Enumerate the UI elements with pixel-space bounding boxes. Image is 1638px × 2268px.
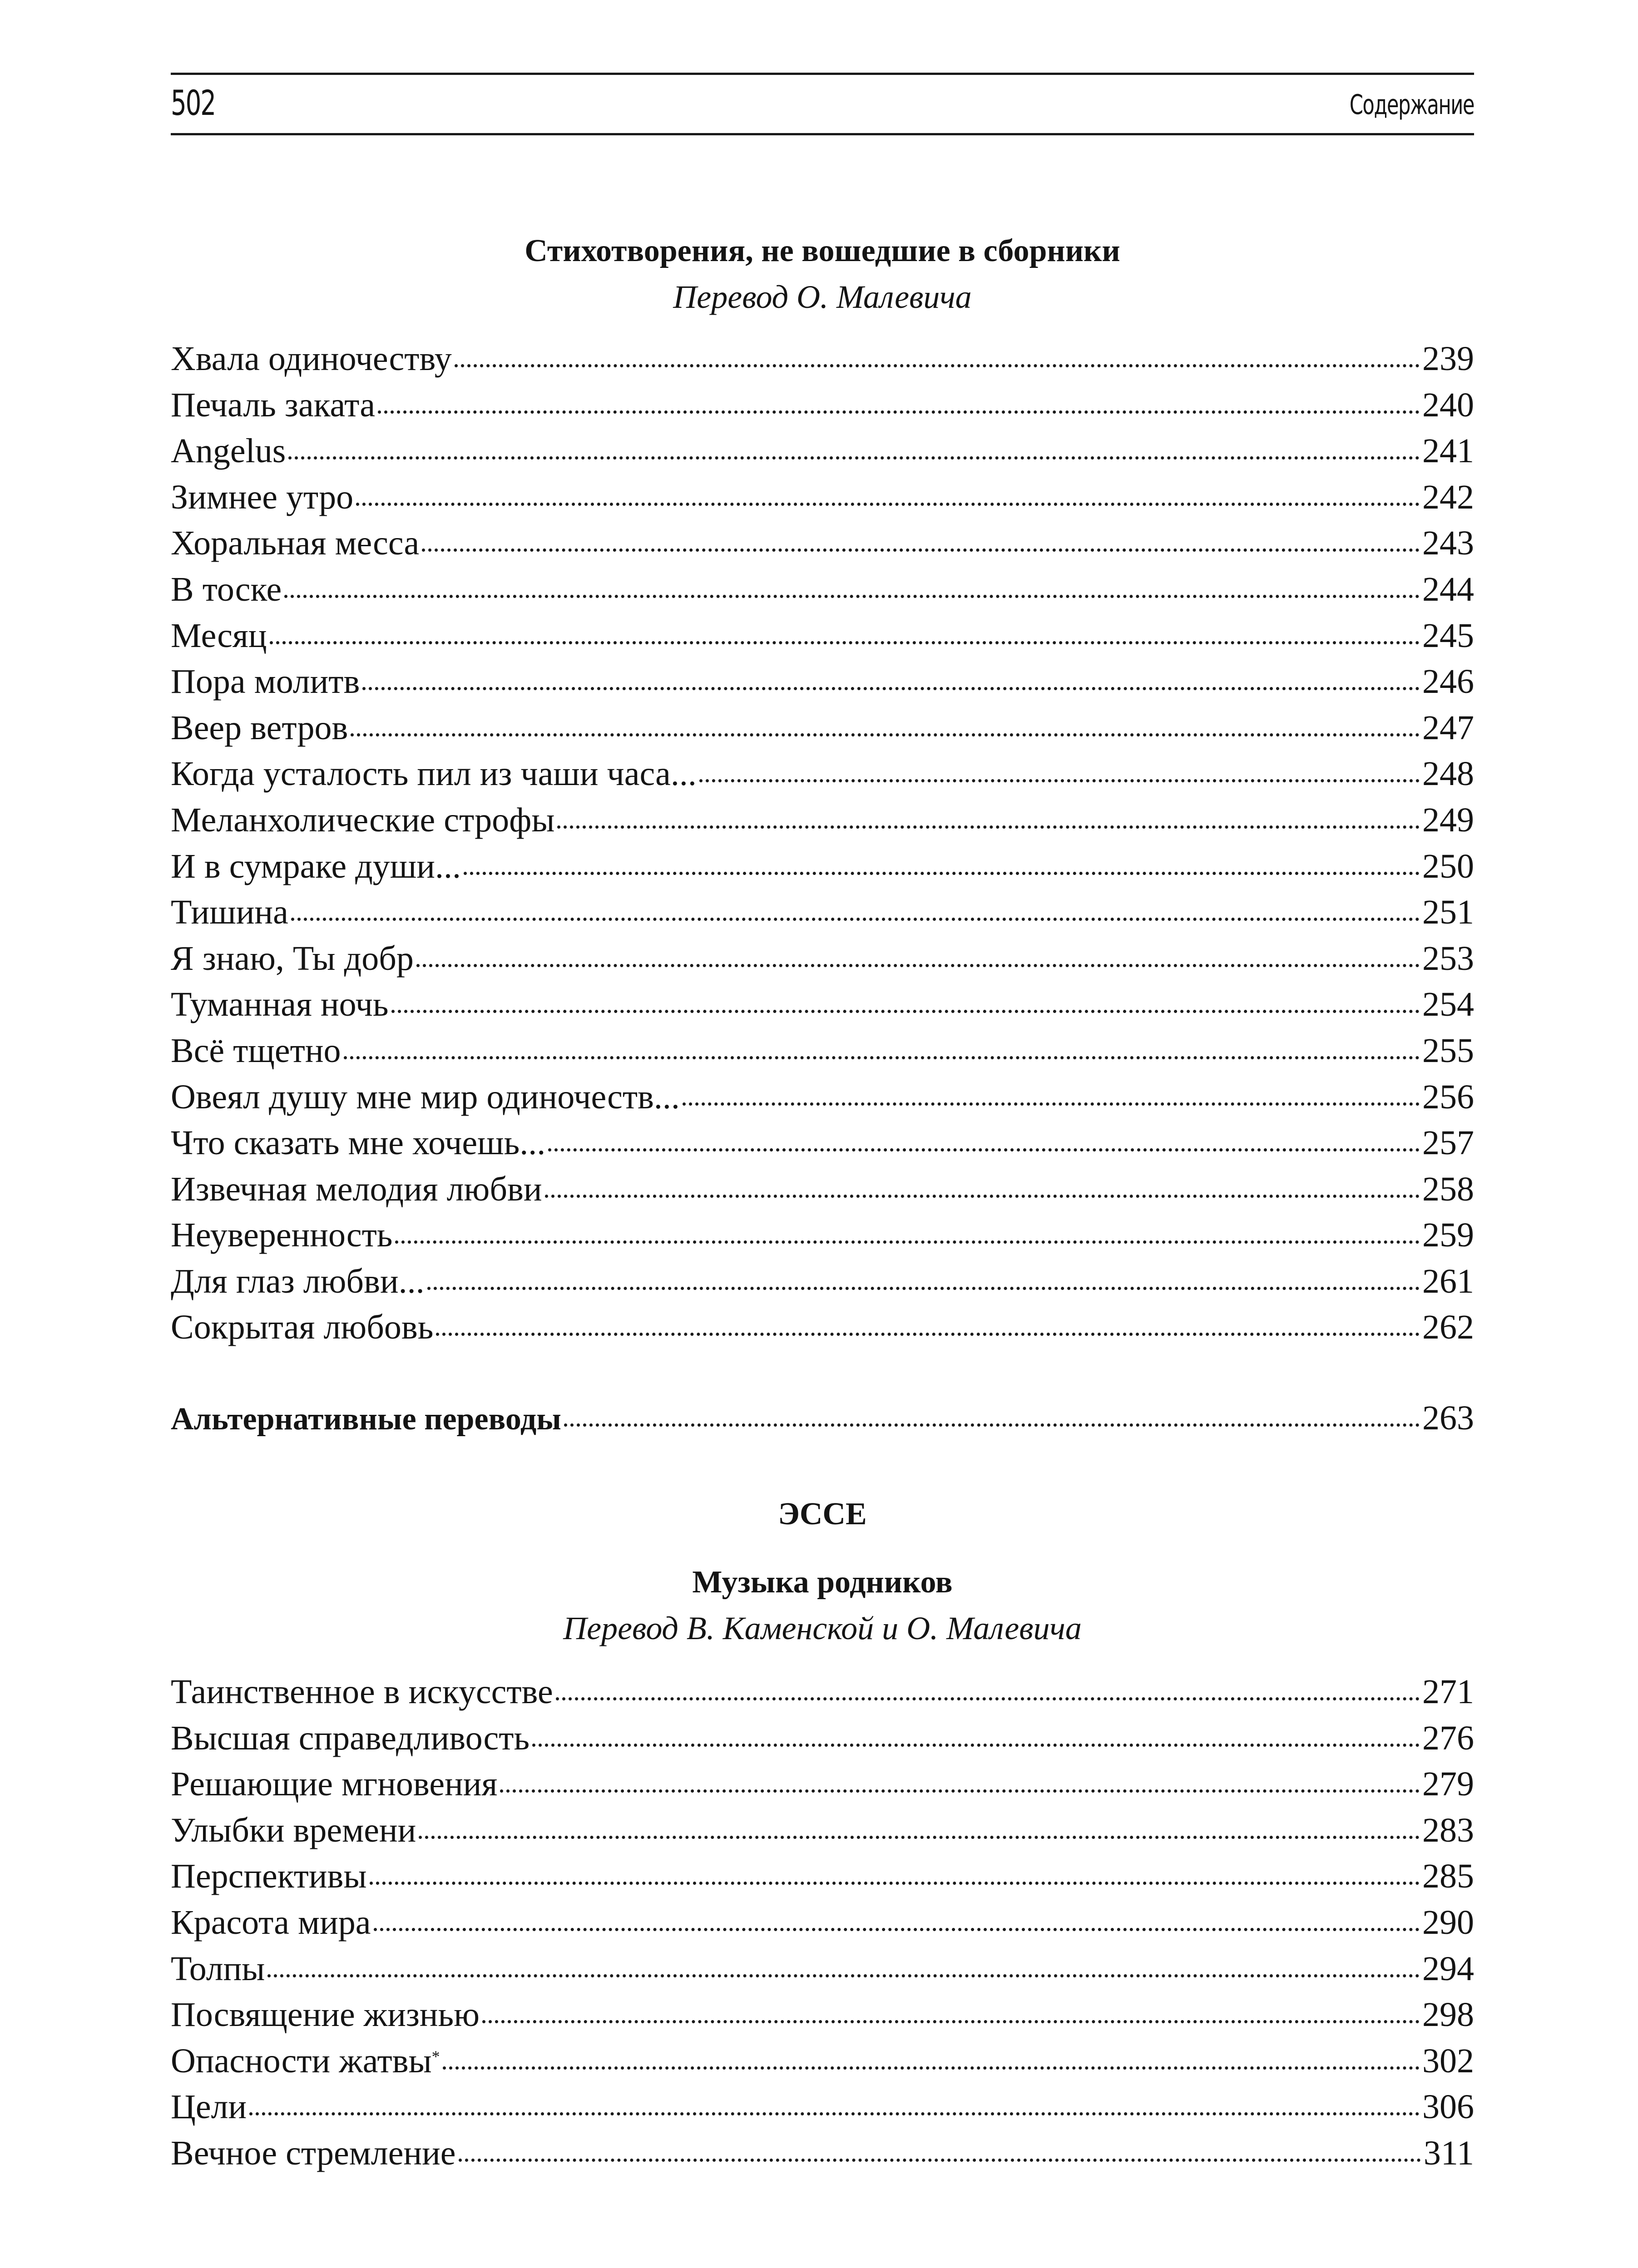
section-title-poems: Стихотворения, не вошедшие в сборники — [525, 233, 1120, 268]
toc-entry[interactable] — [171, 1310, 1474, 1356]
toc-entry-title-text: Веер ветров — [171, 708, 348, 747]
toc-leader-dots — [391, 1010, 1420, 1013]
running-header — [171, 73, 1474, 135]
toc-entry-title-text: Таинственное в искусстве — [171, 1673, 553, 1711]
toc-entry-page: 255 — [1422, 1031, 1474, 1070]
part-title-essays: ЭССЕ — [778, 1497, 867, 1532]
toc-entry-page: 294 — [1422, 1949, 1474, 1988]
toc-leader-dots — [556, 1697, 1420, 1700]
toc-entry-title — [171, 1264, 425, 1299]
toc-entry-title — [171, 1675, 553, 1709]
toc-entry[interactable] — [171, 1767, 1474, 1813]
toc-entry-page: 244 — [1422, 570, 1474, 608]
toc-leader-dots — [443, 2066, 1420, 2070]
toc-entry-title — [171, 434, 286, 468]
toc-entry-title — [171, 1765, 498, 1804]
toc-entry-title-text: Для глаз любви... — [171, 1262, 425, 1300]
toc-entry-title-text: Посвящение жизнью — [171, 1996, 480, 2034]
toc-entry[interactable] — [171, 2136, 1474, 2182]
toc-entry-page: 306 — [1422, 2088, 1474, 2126]
toc-entry[interactable] — [171, 895, 1474, 941]
toc-entry-title — [171, 987, 389, 1022]
toc-leader-dots — [378, 410, 1420, 414]
toc-entry[interactable] — [171, 434, 1474, 480]
toc-entry-title — [171, 2041, 440, 2080]
toc-entry-alternatives[interactable] — [171, 1401, 1474, 1447]
toc-entry-title — [171, 1997, 480, 2032]
section-title-essays: Музыка родников — [692, 1565, 953, 1600]
toc-entry-title-text: Улыбки времени — [171, 1811, 416, 1849]
toc-entry-title-text: Тишина — [171, 893, 288, 932]
toc-leader-dots — [249, 2112, 1420, 2115]
toc-entry-title — [171, 480, 353, 514]
toc-entry-page: 249 — [1422, 800, 1474, 839]
toc-entry-title — [171, 1721, 530, 1755]
toc-leader-dots — [267, 1974, 1420, 1977]
toc-entry-title-text: Хоральная месса — [171, 524, 420, 563]
toc-entry[interactable] — [171, 341, 1474, 388]
toc-entry-title-text: Овеял душу мне мир одиночеств... — [171, 1077, 680, 1116]
toc-entry[interactable] — [171, 1813, 1474, 1859]
toc-entry-title-text: Опасности жатвы — [171, 2041, 432, 2080]
toc-entry-title-text: Я знаю, Ты добр — [171, 939, 414, 978]
toc-entry[interactable] — [171, 1077, 1474, 1126]
toc-leader-dots — [351, 733, 1420, 736]
toc-leader-dots — [464, 872, 1420, 875]
toc-entry-title — [171, 1857, 367, 1896]
toc-entry[interactable] — [171, 708, 1474, 757]
toc-entry-title — [171, 572, 282, 607]
toc-entry[interactable] — [171, 1126, 1474, 1172]
toc-entry-title — [171, 1126, 545, 1160]
toc-entry-page: 248 — [1422, 755, 1474, 793]
toc-entry[interactable] — [171, 664, 1474, 711]
toc-entry-page: 311 — [1423, 2134, 1474, 2172]
toc-entry-page: 258 — [1422, 1170, 1474, 1208]
toc-entry[interactable] — [171, 1859, 1474, 1905]
toc-entry-page: 302 — [1422, 2041, 1474, 2080]
toc-entry[interactable] — [171, 941, 1474, 988]
toc-entry-title-text: Извечная мелодия любви — [171, 1170, 542, 1208]
toc-entry-page: 283 — [1422, 1811, 1474, 1849]
toc-entry-page: 256 — [1422, 1077, 1474, 1116]
toc-entry-page: 263 — [1422, 1399, 1474, 1437]
toc-entry-title — [171, 385, 376, 424]
toc-leader-dots — [395, 1240, 1420, 1244]
toc-leader-dots — [427, 1287, 1420, 1290]
toc-leader-dots — [564, 1423, 1420, 1427]
toc-leader-dots — [459, 2159, 1421, 2162]
toc-leader-dots — [284, 595, 1420, 598]
section-translator-essays: Перевод В. Каменской и О. Малевича — [563, 1610, 1082, 1646]
toc-entry[interactable] — [171, 1264, 1474, 1310]
toc-entry[interactable] — [171, 1033, 1474, 1080]
toc-entry-title-text: Хвала одиночеству — [171, 340, 452, 378]
toc-entry-title — [171, 708, 348, 747]
toc-entry[interactable] — [171, 987, 1474, 1033]
toc-leader-dots — [370, 1882, 1420, 1885]
toc-entry-title-text: Angelus — [171, 432, 286, 470]
toc-entry-title-text: Что сказать мне хочешь... — [171, 1124, 546, 1162]
toc-alternatives — [171, 1401, 1474, 1447]
toc-entry-title-text: Перспективы — [171, 1857, 367, 1896]
toc-entry[interactable] — [171, 618, 1474, 665]
toc-entry-title — [171, 664, 360, 699]
footnote-mark: * — [431, 2047, 440, 2065]
toc-entry-title-text: Месяц — [171, 616, 267, 655]
toc-leader-dots — [545, 1195, 1420, 1198]
toc-entry[interactable] — [171, 849, 1474, 895]
toc-entry-page: 285 — [1422, 1857, 1474, 1896]
running-title: Содержание — [1349, 89, 1474, 121]
toc-leader-dots — [288, 456, 1420, 460]
toc-entry[interactable] — [171, 1675, 1474, 1721]
toc-entry-title — [171, 941, 414, 976]
toc-leader-dots — [500, 1789, 1420, 1793]
toc-entry-title-text: Толпы — [171, 1949, 265, 1988]
toc-entry[interactable] — [171, 2090, 1474, 2136]
toc-entry-title: Альтернативные переводы — [171, 1402, 561, 1437]
toc-entry-page: 245 — [1422, 616, 1474, 655]
toc-entry[interactable] — [171, 526, 1474, 572]
toc-entry-page: 243 — [1422, 524, 1474, 563]
toc-leader-dots — [436, 1333, 1420, 1336]
toc-leader-dots — [270, 641, 1420, 644]
toc-entry-title-text: Когда усталость пил из чаши часа... — [171, 755, 697, 793]
toc-entry-title-text: Цели — [171, 2088, 247, 2126]
toc-leader-dots — [532, 1744, 1420, 1747]
toc-entry-page: 257 — [1422, 1124, 1474, 1162]
toc-entry-title-text: Сокрытая любовь — [171, 1308, 434, 1347]
toc-leader-dots — [422, 548, 1420, 552]
toc-entry[interactable] — [171, 2041, 1474, 2090]
toc-entry-title — [171, 1905, 371, 1940]
toc-entry-title — [171, 2136, 456, 2170]
toc-leader-dots — [362, 687, 1420, 690]
toc-leader-dots — [482, 2020, 1420, 2023]
toc-leader-dots — [557, 825, 1420, 829]
toc-entry-title — [171, 756, 697, 791]
toc-entry-title-text: Печаль заката — [171, 385, 376, 424]
toc-entry[interactable] — [171, 1949, 1474, 1998]
toc-entry-title-text: Меланхолические строфы — [171, 800, 555, 839]
toc-leader-dots — [291, 918, 1420, 921]
toc-entry-title — [171, 1172, 542, 1206]
toc-entry[interactable] — [171, 1997, 1474, 2044]
toc-entry[interactable] — [171, 572, 1474, 618]
toc-leader-dots — [699, 779, 1420, 782]
toc-entry-title-text: Всё тщетно — [171, 1031, 341, 1070]
toc-essays-list — [171, 1675, 1474, 2182]
toc-entry-title — [171, 341, 452, 376]
toc-leader-dots — [683, 1102, 1420, 1106]
toc-entry[interactable] — [171, 1172, 1474, 1218]
toc-leader-dots — [455, 364, 1420, 367]
toc-leader-dots — [548, 1148, 1420, 1151]
toc-entry-title-text: И в сумраке души... — [171, 847, 461, 885]
toc-entry-page: 259 — [1422, 1216, 1474, 1255]
toc-entry[interactable] — [171, 1905, 1474, 1952]
toc-leader-dots — [344, 1056, 1420, 1059]
toc-entry-title-text: Пора молитв — [171, 662, 360, 701]
toc-entry-title-text: Решающие мгновения — [171, 1765, 498, 1804]
toc-entry-page: 246 — [1422, 662, 1474, 701]
toc-entry-title — [171, 618, 267, 653]
toc-entry-title — [171, 2090, 247, 2124]
toc-entry-title-text: Высшая справедливость — [171, 1719, 530, 1757]
toc-entry-title — [171, 1077, 680, 1116]
toc-entry[interactable] — [171, 1721, 1474, 1767]
toc-entry-title-text: Вечное стремление — [171, 2134, 456, 2172]
toc-entry-page: 271 — [1422, 1673, 1474, 1711]
toc-entry-page: 247 — [1422, 708, 1474, 747]
toc-leader-dots — [416, 964, 1420, 967]
toc-entry-title — [171, 524, 420, 563]
toc-entry-title-text: Зимнее утро — [171, 478, 354, 516]
toc-entry-page: 254 — [1422, 985, 1474, 1024]
toc-entry-page: 279 — [1422, 1765, 1474, 1804]
toc-entry-title — [171, 1813, 416, 1848]
toc-leader-dots — [419, 1836, 1420, 1839]
toc-entry-page: 298 — [1422, 1996, 1474, 2034]
toc-entry-page: 239 — [1422, 340, 1474, 378]
toc-entry[interactable] — [171, 800, 1474, 849]
toc-entry-page: 250 — [1422, 847, 1474, 885]
toc-leader-dots — [356, 503, 1420, 506]
toc-leader-dots — [374, 1928, 1420, 1931]
toc-entry-page: 240 — [1422, 385, 1474, 424]
book-page — [171, 0, 1474, 2268]
toc-entry-title — [171, 1308, 434, 1347]
toc-poems-list — [171, 341, 1474, 1356]
toc-entry[interactable] — [171, 480, 1474, 526]
toc-entry-page: 262 — [1422, 1308, 1474, 1347]
toc-entry-page: 290 — [1422, 1903, 1474, 1942]
toc-entry[interactable] — [171, 756, 1474, 803]
toc-entry-title-text: Туманная ночь — [171, 985, 389, 1024]
toc-entry-page: 242 — [1422, 478, 1474, 516]
toc-entry-title-text: Красота мира — [171, 1903, 371, 1942]
toc-entry-title — [171, 893, 288, 932]
toc-entry-title-text: Неуверенность — [171, 1216, 393, 1255]
toc-entry-title — [171, 800, 555, 839]
toc-entry-title — [171, 849, 461, 884]
page-number: 502 — [171, 83, 215, 123]
toc-entry[interactable] — [171, 385, 1474, 434]
toc-entry-page: 276 — [1422, 1719, 1474, 1757]
toc-entry-page: 261 — [1422, 1262, 1474, 1300]
toc-entry-title — [171, 1033, 341, 1068]
toc-entry-page: 251 — [1422, 893, 1474, 932]
toc-entry[interactable] — [171, 1218, 1474, 1264]
toc-entry-page: 253 — [1422, 939, 1474, 978]
toc-entry-title — [171, 1216, 393, 1255]
toc-entry-title — [171, 1949, 265, 1988]
toc-entry-page: 241 — [1422, 432, 1474, 470]
section-translator-poems: Перевод О. Малевича — [673, 279, 972, 315]
toc-entry-title-text: В тоске — [171, 570, 282, 608]
